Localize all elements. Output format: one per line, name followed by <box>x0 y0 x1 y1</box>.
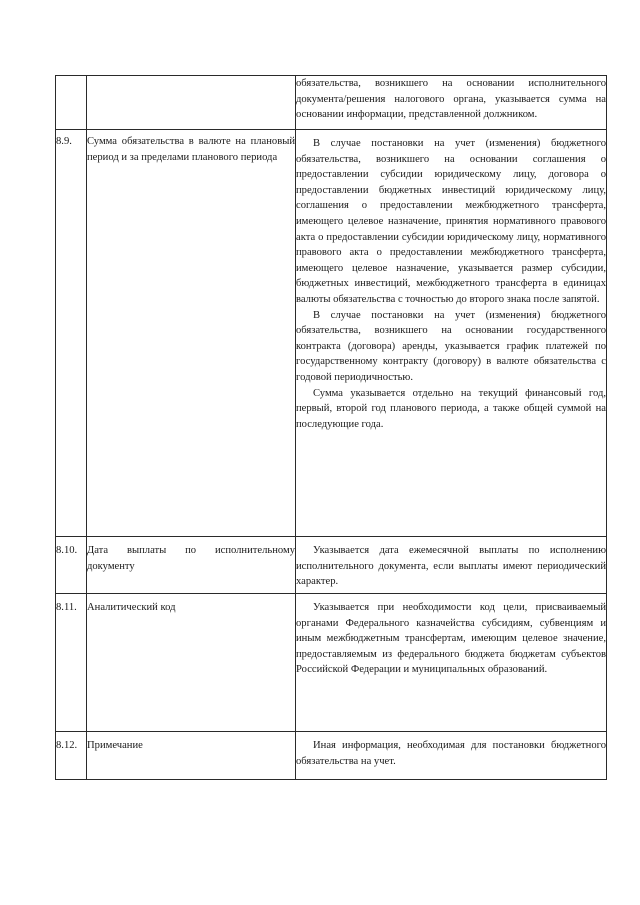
row-number: 8.12. <box>56 732 87 780</box>
description-paragraph: Указывается дата ежемесячной выплаты по исполнению исполнительного документа, если выплаты имеют периодический характер. <box>296 545 606 588</box>
row-number: 8.10. <box>56 537 87 594</box>
description-paragraph: Иная информация, необходимая для постановки бюджетного обязательства на учет. <box>296 740 606 767</box>
table-row <box>56 76 607 130</box>
description-paragraph: Указывается при необходимости код цели, присваиваемый органами Федерального казначейства субсидиям, субвенциям и иным межбюджетным трансфертам, имеющим целевое значение, предоставляемым из федерального бюджета бюджетам субъектов Российской Федерации и муниципальных образований. <box>296 602 606 676</box>
field-description <box>296 76 607 130</box>
field-name: Дата выплаты по исполнительному документу <box>87 537 296 594</box>
row-number: 8.11. <box>56 594 87 732</box>
description-paragraph: В случае постановки на учет (изменения) бюджетного обязательства, возникшего на основании соглашения о предоставлении субсидии юридическому лицу, договора о предоставлении бюджетных инвестиций юридическому лицу, соглашения о предоставлении межбюджетного трансферта, имеющего целевое назначение, принятия нормативного правового акта о предоставлении субсидии юридическому лицу, нормативного правового акта о предоставлении межбюджетного трансферта, имеющего целевое назначение, указывается размер субсидии, бюджетных инвестиций, межбюджетного трансферта в единицах валюты обязательства с точностью до второго знака после запятой. <box>296 138 606 305</box>
description-paragraph: обязательства, возникшего на основании исполнительного документа/решения налогового органа, указывается сумма на основании информации, представленной должником. <box>296 78 606 121</box>
field-description <box>296 732 607 780</box>
requirements-table <box>55 75 607 780</box>
field-description <box>296 130 607 537</box>
table-row <box>56 537 607 594</box>
description-paragraph: Сумма указывается отдельно на текущий финансовый год, первый, второй год планового периода, а также общей суммой на последующие года. <box>296 387 606 430</box>
description-paragraph: В случае постановки на учет (изменения) бюджетного обязательства, возникшего на основании государственного контракта (договора) аренды, указывается график платежей по государственному контракту (договору) в валюте обязательства с годовой периодичностью. <box>296 309 606 383</box>
table-row <box>56 130 607 537</box>
field-name: Аналитический код <box>87 594 296 732</box>
table-row <box>56 732 607 780</box>
field-description <box>296 594 607 732</box>
field-name: Сумма обязательства в валюте на плановый период и за пределами планового периода <box>87 130 296 537</box>
row-number: 8.9. <box>56 130 87 537</box>
row-number <box>56 76 87 130</box>
table-row <box>56 594 607 732</box>
field-name <box>87 76 296 130</box>
field-description <box>296 537 607 594</box>
field-name: Примечание <box>87 732 296 780</box>
